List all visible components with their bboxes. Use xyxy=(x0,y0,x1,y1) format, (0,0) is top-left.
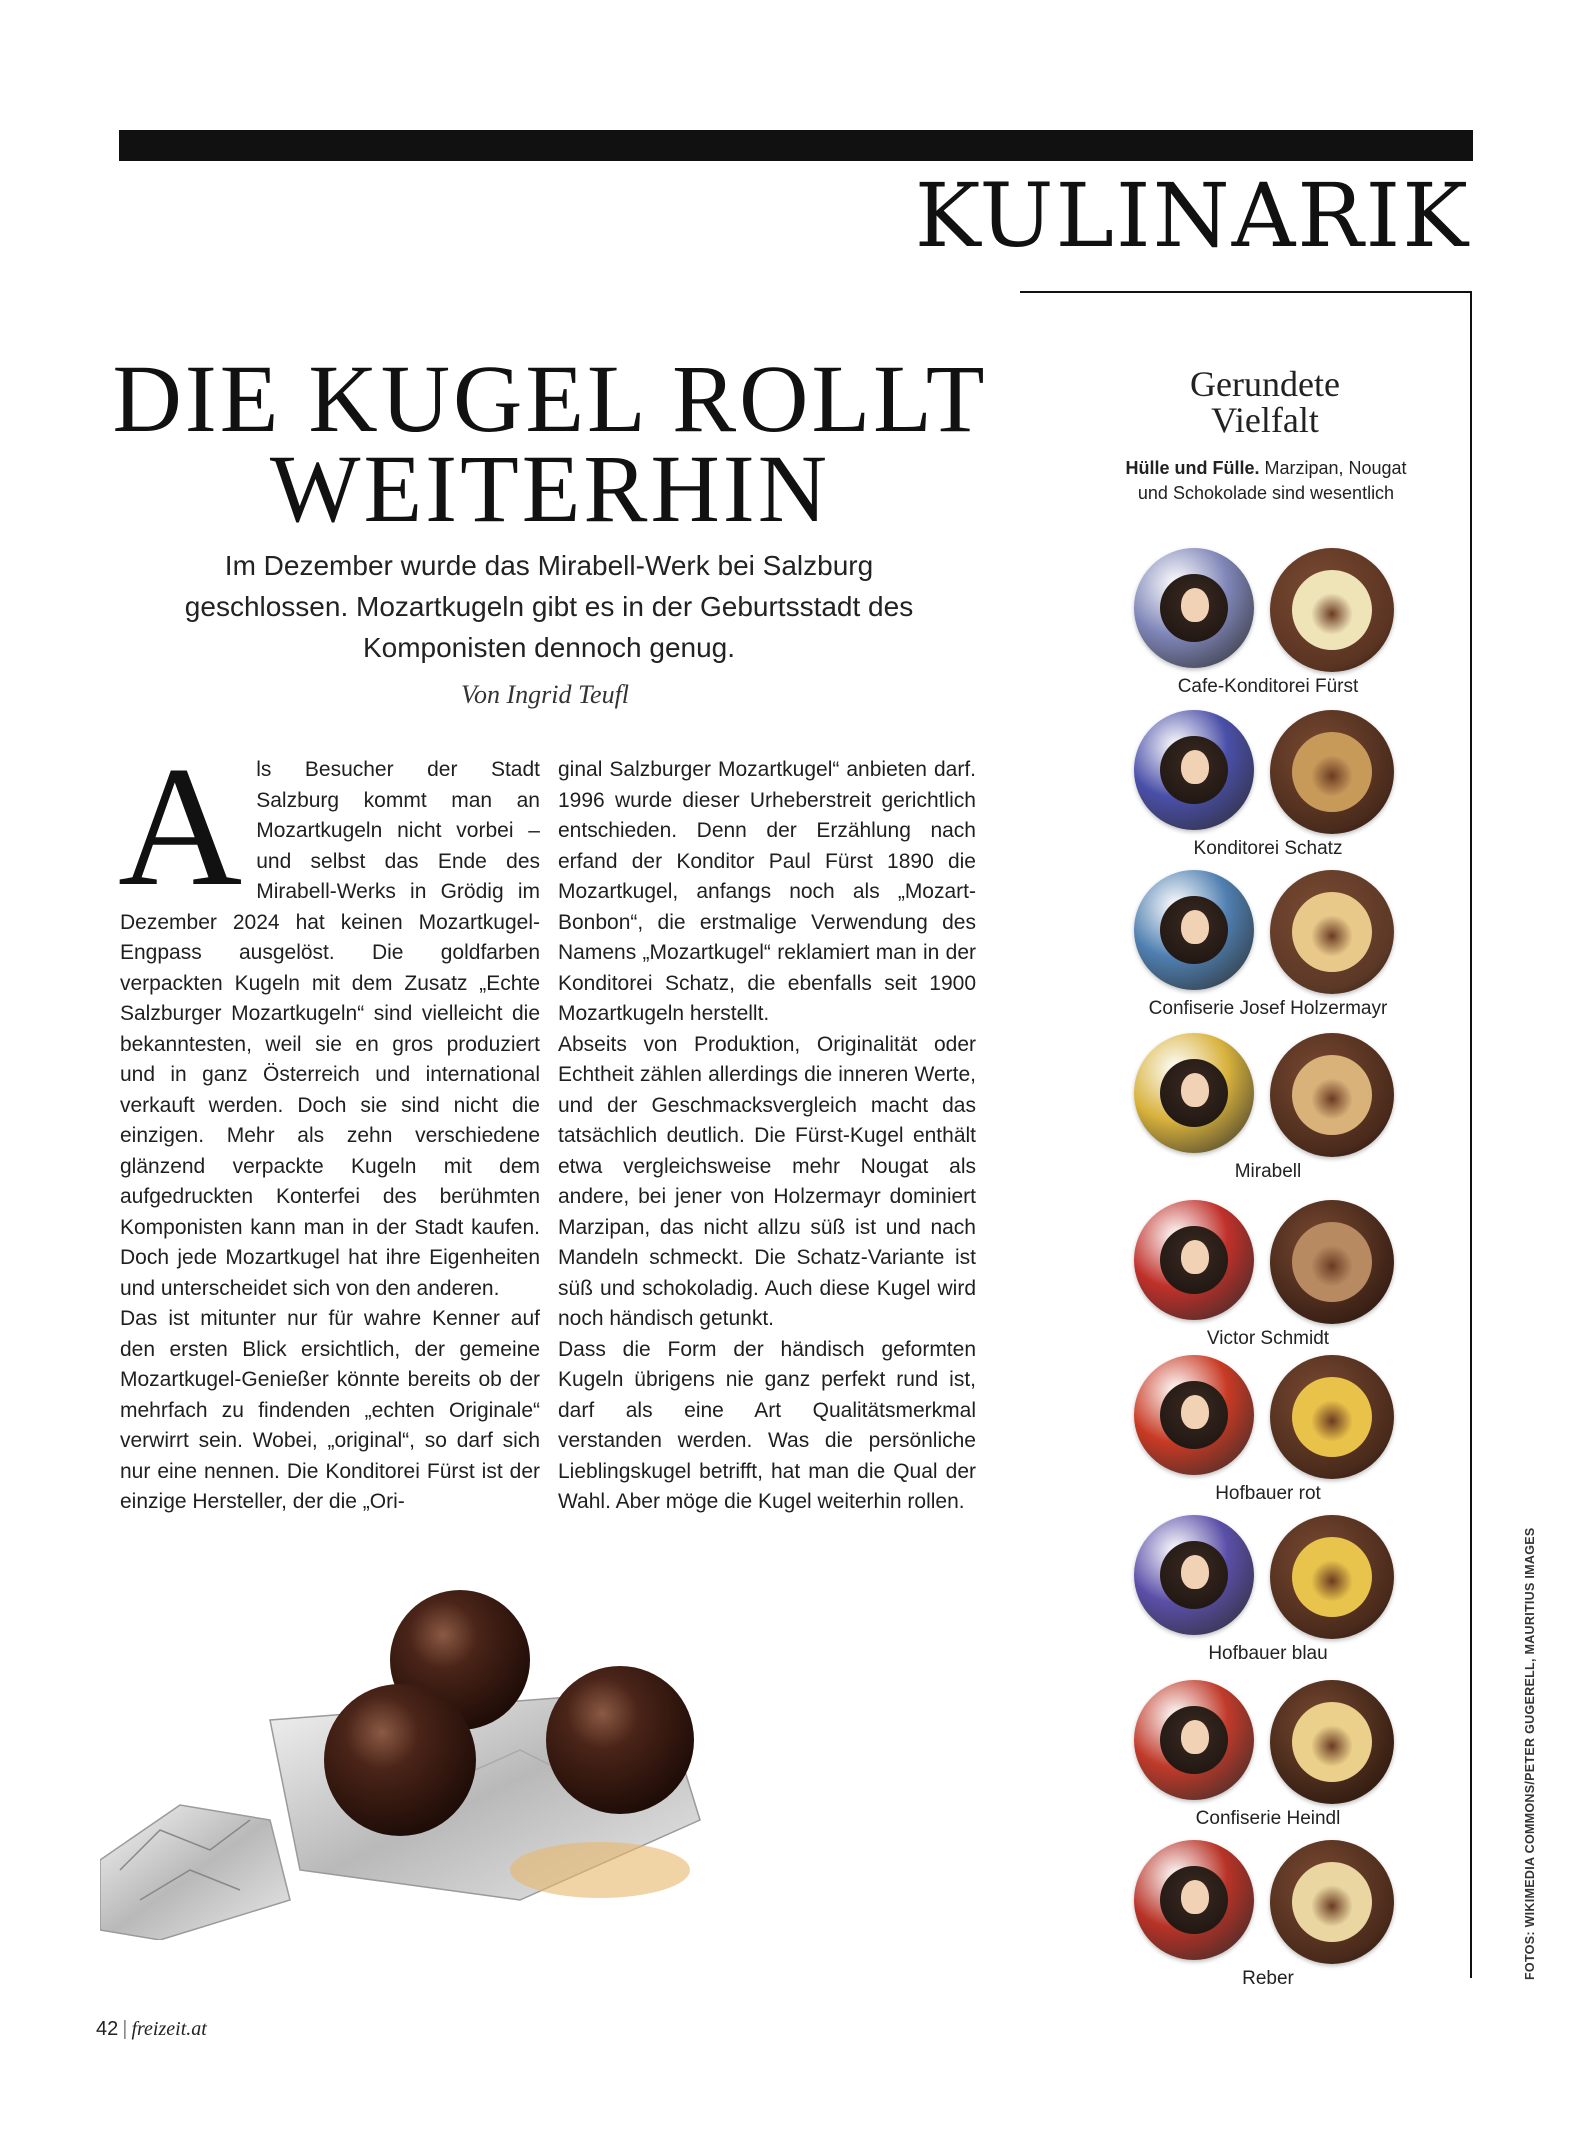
paragraph: Dass die Form der händisch geformten Kugeln übrigens nie ganz perfekt rund ist, darf als eine Art Qualitätsmerkmal verstanden werden. Was die persönliche Lieblingskugel betrifft, hat man die Qual der Wahl. Aber möge die Kugel weiterhin rollen. xyxy=(558,1337,976,1513)
praline-filling xyxy=(1292,1222,1372,1302)
article-column-2 xyxy=(558,755,976,1518)
article-lead: Im Dezember wurde das Mirabell-Werk bei Salzburg geschlossen. Mozartkugeln gibt es in der Geburtsstadt des Komponisten dennoch genug. xyxy=(184,550,914,663)
wrapped-praline xyxy=(1134,870,1254,990)
praline-item xyxy=(1120,1515,1416,1673)
praline-item xyxy=(1120,1840,1416,1998)
paragraph: Das ist mitunter nur für wahre Kenner auf den ersten Blick ersichtlich, der gemeine Mozartkugel-Genießer könnte bereits ob der mehrfach zu findenden „echten Originale“ verwirrt sein. Wobei, „original“, so darf sich nur eine nennen. Die Konditorei Fürst ist der einzige Hersteller, der die „Ori- xyxy=(120,1307,540,1513)
page-footer xyxy=(96,2018,207,2041)
sidebar-subtitle-bold: Hülle und Fülle. xyxy=(1125,458,1260,478)
mozartkugel-photo xyxy=(100,1570,1000,1940)
footer-separator: | xyxy=(122,2018,128,2040)
photo-credit: FOTOS: WIKIMEDIA COMMONS/PETER GUGERELL, MAURITIUS IMAGES xyxy=(1523,1527,1537,1980)
sidebar-title-line-2: Vielfalt xyxy=(1211,400,1319,440)
praline-label: Victor Schmidt xyxy=(1206,1328,1330,1349)
mozart-portrait-icon xyxy=(1181,1555,1209,1589)
praline-label: Confiserie Josef Holzermayr xyxy=(1148,998,1388,1019)
praline-item xyxy=(1120,548,1416,706)
paragraph-text: ls Besucher der Stadt Salzburg kommt man an Mozartkugeln nicht vorbei – und selbst das Ende des Mirabell-Werks in Grödig im Dezember 2024 hat keinen Mozartkugel-Engpass ausgelöst. Die goldfarben verpackten Kugeln mit dem Zusatz „Echte Salzburger Mozartkugeln“ sind vielleicht die bekanntesten, weil sie en gros produziert und in ganz Österreich und international verkauft werden. Doch sie sind nicht die einzigen. Mehr als zehn verschiedene glänzend verpackte Kugeln mit dem aufgedruckten Konterfei des berühmten Komponisten kann man in der Stadt kaufen. Doch jede Mozartkugel hat ihre Eigenheiten und unterscheidet sich von den anderen. xyxy=(120,758,540,1300)
byline: Von Ingrid Teufl xyxy=(460,680,630,709)
praline-label: Hofbauer rot xyxy=(1215,1483,1321,1504)
wrapped-praline xyxy=(1134,1840,1254,1960)
wrapped-praline xyxy=(1134,548,1254,668)
praline-filling xyxy=(1292,1537,1372,1617)
praline-filling xyxy=(1292,1702,1372,1782)
praline-label: Confiserie Heindl xyxy=(1195,1808,1341,1829)
praline-filling xyxy=(1292,732,1372,812)
wrapped-praline xyxy=(1134,1033,1254,1153)
praline-item xyxy=(1120,710,1416,868)
article-headline xyxy=(100,345,1000,542)
sidebar-title-line-1: Gerundete xyxy=(1190,364,1340,404)
mozart-portrait-icon xyxy=(1181,1395,1209,1429)
wrapped-praline xyxy=(1134,710,1254,830)
wrapped-praline xyxy=(1134,1680,1254,1800)
praline-label: Mirabell xyxy=(1234,1161,1302,1182)
wrapped-praline xyxy=(1134,1200,1254,1320)
praline-filling xyxy=(1292,1377,1372,1457)
wrapped-praline xyxy=(1134,1515,1254,1635)
mozart-portrait-icon xyxy=(1181,1880,1209,1914)
praline-item xyxy=(1120,1200,1416,1358)
cut-praline xyxy=(1270,1033,1394,1157)
praline-item xyxy=(1120,1680,1416,1838)
footer-site: freizeit.at xyxy=(131,2018,207,2040)
headline-line-2: WEITERHIN xyxy=(269,435,831,542)
top-rule xyxy=(119,130,1473,161)
mozart-portrait-icon xyxy=(1181,588,1209,622)
sidebar-title xyxy=(1100,366,1430,438)
praline-item xyxy=(1120,1355,1416,1513)
praline-label: Reber xyxy=(1242,1968,1294,1989)
praline-filling xyxy=(1292,570,1372,650)
praline-filling xyxy=(1292,1055,1372,1135)
praline-item xyxy=(1120,870,1416,1028)
mozart-portrait-icon xyxy=(1181,910,1209,944)
cut-praline xyxy=(1270,1355,1394,1479)
cut-praline xyxy=(1270,710,1394,834)
mozart-portrait-icon xyxy=(1181,1720,1209,1754)
sidebar-subtitle-text: Marzipan, Nougat und Schokolade sind wesentlich xyxy=(1137,458,1407,503)
cut-praline xyxy=(1270,1200,1394,1324)
praline-label: Hofbauer blau xyxy=(1208,1643,1328,1664)
cut-praline xyxy=(1270,1680,1394,1804)
cut-praline xyxy=(1270,1840,1394,1964)
paragraph: Abseits von Produktion, Originalität oder Echtheit zählen allerdings die inneren Werte, und der Geschmacksvergleich macht das tatsächlich deutlich. Die Fürst-Kugel enthält etwa vergleichsweise mehr Nougat als andere, bei jener von Holzermayr dominiert Marzipan, das nicht allzu süß ist und nach Mandeln schmeckt. Die Schatz-Variante ist süß und schokoladig. Auch diese Kugel wird noch händisch getunkt. xyxy=(558,1032,976,1330)
mozart-portrait-icon xyxy=(1181,1073,1209,1107)
page-number: 42 xyxy=(96,2018,119,2040)
praline-label: Konditorei Schatz xyxy=(1193,838,1343,859)
headline-line-1: DIE KUGEL ROLLT xyxy=(112,345,988,452)
sidebar-subtitle xyxy=(1108,456,1424,506)
cut-praline xyxy=(1270,548,1394,672)
praline-item xyxy=(1120,1033,1416,1191)
section-title: KULINARIK xyxy=(914,164,1470,267)
praline-label: Cafe-Konditorei Fürst xyxy=(1177,676,1359,697)
chocolate-ball xyxy=(546,1666,694,1814)
paragraph xyxy=(118,732,540,1304)
cut-praline xyxy=(1270,1515,1394,1639)
mozart-portrait-icon xyxy=(1181,750,1209,784)
wrapped-praline xyxy=(1134,1355,1254,1475)
mozart-portrait-icon xyxy=(1181,1240,1209,1274)
drop-cap: A xyxy=(118,732,243,922)
praline-filling xyxy=(1292,892,1372,972)
paragraph: ginal Salzburger Mozartkugel“ anbieten darf. 1996 wurde dieser Urheberstreit gerichtlich entschieden. Denn der Erzählung nach erfand der Konditor Paul Fürst 1890 die Mozartkugel, anfangs noch als „Mozart-Bonbon“, die erstmalige Verwendung des Namens „Mozartkugel“ reklamiert man in der Konditorei Schatz, die ebenfalls seit 1900 Mozartkugeln herstellt. xyxy=(558,758,976,1025)
sidebar-vertical-rule xyxy=(1470,291,1472,1978)
article-column-1 xyxy=(118,732,540,1518)
sidebar-top-rule xyxy=(1020,291,1472,293)
praline-filling xyxy=(1292,1862,1372,1942)
cut-praline xyxy=(1270,870,1394,994)
chocolate-ball xyxy=(324,1684,476,1836)
